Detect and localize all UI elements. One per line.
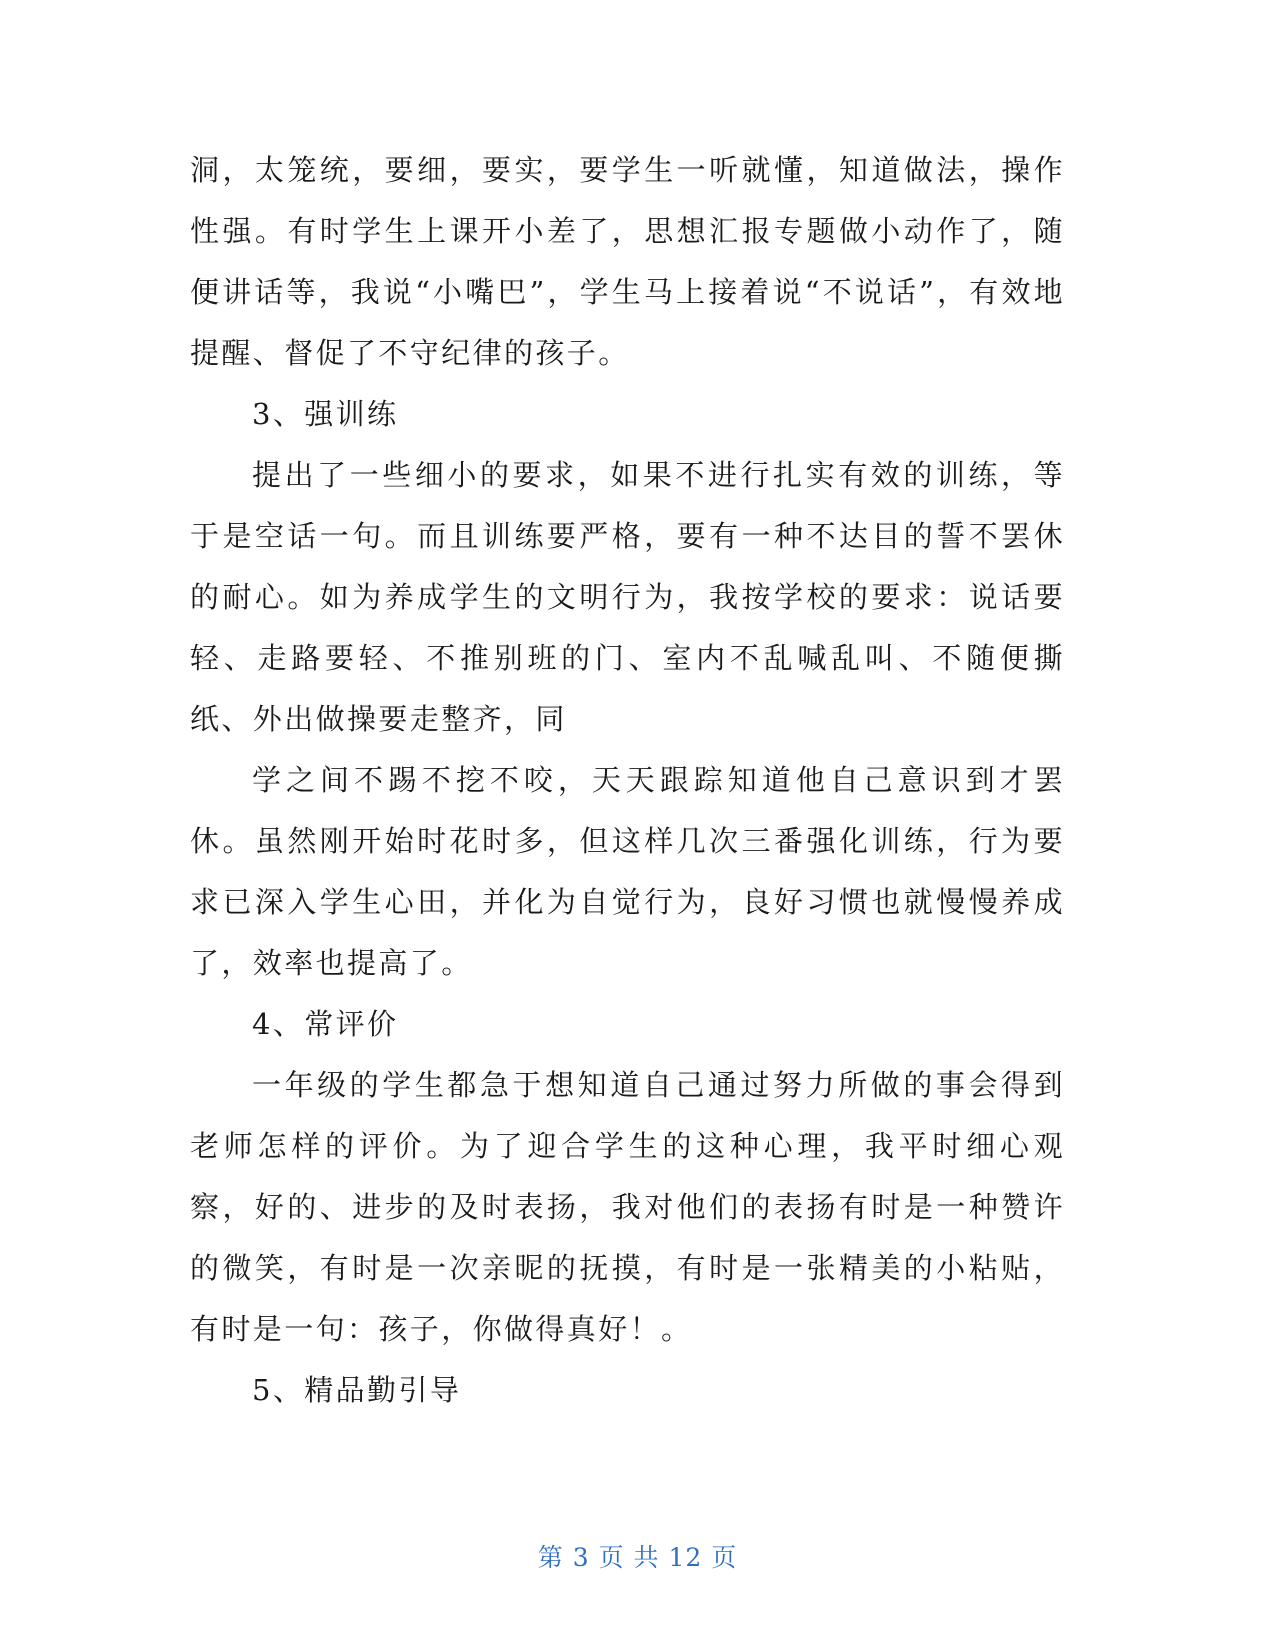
body-text	[190, 140, 1065, 1421]
paragraph-continuation: 洞，太笼统，要细，要实，要学生一听就懂，知道做法，操作性强。有时学生上课开小差了，思想汇报专题做小动作了，随便讲话等，我说“小嘴巴”，学生马上接着说“不说话”，有效地提醒、督促了不守纪律的孩子。	[190, 153, 1065, 370]
paragraph-training-results: 学之间不踢不挖不咬，天天跟踪知道他自己意识到才罢休。虽然刚开始时花时多，但这样几次三番强化训练，行为要求已深入学生心田，并化为自觉行为，良好习惯也就慢慢养成了，效率也提高了。	[190, 763, 1065, 980]
page-number-footer: 第 3 页 共 12 页	[537, 1543, 738, 1572]
paragraph-evaluation: 一年级的学生都急于想知道自己通过努力所做的事会得到老师怎样的评价。为了迎合学生的这种心理，我平时细心观察，好的、进步的及时表扬，我对他们的表扬有时是一种赞许的微笑，有时是一次亲昵的抚摸，有时是一张精美的小粘贴，有时是一句：孩子，你做得真好！。	[190, 1068, 1065, 1346]
heading-frequent-evaluation: 4、常评价	[252, 1007, 399, 1041]
heading-guidance: 5、精品勤引导	[252, 1373, 462, 1407]
heading-strong-training: 3、强训练	[252, 397, 399, 431]
paragraph-training-requirements: 提出了一些细小的要求，如果不进行扎实有效的训练，等于是空话一句。而且训练要严格，要有一种不达目的誓不罢休的耐心。如为养成学生的文明行为，我按学校的要求：说话要轻、走路要轻、不推别班的门、室内不乱喊乱叫、不随便撕纸、外出做操要走整齐，同	[190, 458, 1065, 736]
